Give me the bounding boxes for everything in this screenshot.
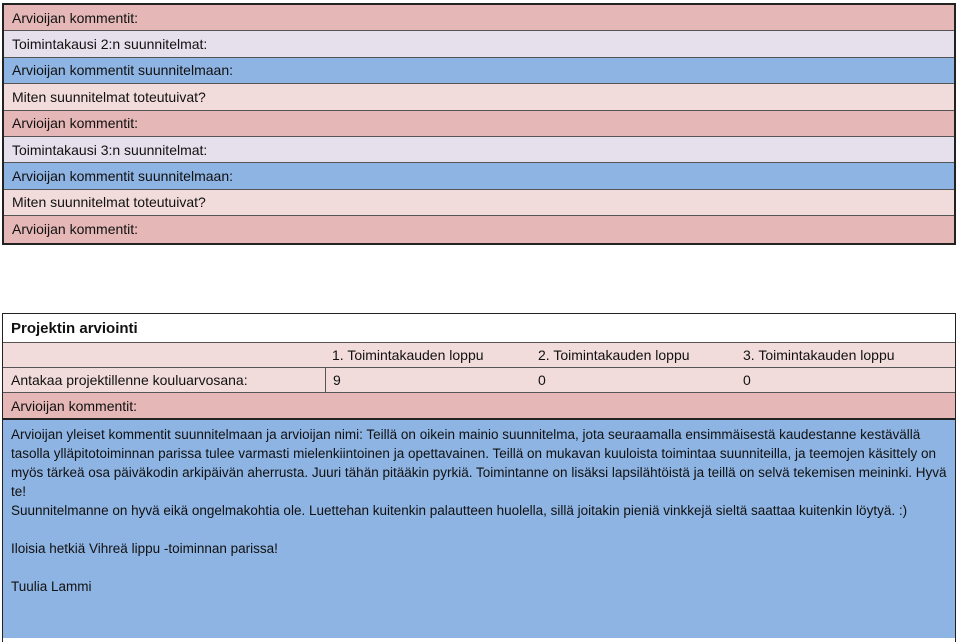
comment-label: Arvioijan kommentit: <box>11 397 138 414</box>
table-row <box>4 137 954 163</box>
header-period-1: 1. Toimintakauden loppu <box>332 347 484 363</box>
score-period-2: 0 <box>538 372 546 388</box>
plans-table <box>2 3 956 245</box>
table-row <box>4 216 954 242</box>
score-row <box>3 367 955 392</box>
table-row <box>4 58 954 84</box>
header-period-2: 2. Toimintakauden loppu <box>538 347 690 363</box>
header-period-3: 3. Toimintakauden loppu <box>743 347 895 363</box>
score-period-3: 0 <box>743 372 751 388</box>
table-row <box>4 163 954 189</box>
row-label: Toimintakausi 3:n suunnitelmat: <box>12 141 208 158</box>
score-label: Antakaa projektillenne kouluarvosana: <box>11 372 248 388</box>
empty-header-cell <box>3 343 325 367</box>
row-label: Arvioijan kommentit: <box>12 115 139 132</box>
table-row <box>4 190 954 216</box>
comment-paragraph: Arvioijan yleiset kommentit suunnitelmaan ja arvioijan nimi: Teillä on oikein mainio suunnitelma, jota seuraamalla ensimmäisestä kaudestanne kestävällä tasolla ylläpitotoiminnan parissa tulee varmasti mielenkiintoinen ja opettavainen. Teillä on mukavan kuuloista toimintaa suunniteilla, ja teemojen käsittely on myös tärkeä osa päiväkodin arkipäivän aherrusta. Juuri tähän pitääkin pyrkiä. Toimintanne on lisäksi lapsilähtöistä ja teillä on selvä tekemisen meininki. Hyvä te! <box>11 427 947 499</box>
header-row <box>3 342 955 367</box>
row-label: Arvioijan kommentit suunnitelmaan: <box>12 62 233 79</box>
comment-row <box>3 392 955 418</box>
general-comments <box>3 418 955 638</box>
section-title: Projektin arviointi <box>3 314 955 342</box>
evaluation-table <box>2 313 956 642</box>
row-label: Toimintakausi 2:n suunnitelmat: <box>12 36 208 53</box>
table-row <box>4 5 954 31</box>
comment-paragraph: Iloisia hetkiä Vihreä lippu -toiminnan parissa! <box>11 541 278 556</box>
signature: Tuulia Lammi <box>11 579 92 594</box>
row-label: Miten suunnitelmat toteutuivat? <box>12 194 206 211</box>
row-label: Arvioijan kommentit: <box>12 9 139 26</box>
table-row <box>4 31 954 57</box>
score-period-1: 9 <box>325 368 531 392</box>
table-row <box>4 84 954 110</box>
table-row <box>4 111 954 137</box>
row-label: Arvioijan kommentit suunnitelmaan: <box>12 168 233 185</box>
row-label: Miten suunnitelmat toteutuivat? <box>12 88 206 105</box>
row-label: Arvioijan kommentit: <box>12 221 139 238</box>
comment-paragraph: Suunnitelmanne on hyvä eikä ongelmakohtia ole. Luettehan kuitenkin palautteen huolella, sillä joitakin pieniä vinkkejä sieltä saattaa kuitenkin löytyä. :) <box>11 503 908 518</box>
